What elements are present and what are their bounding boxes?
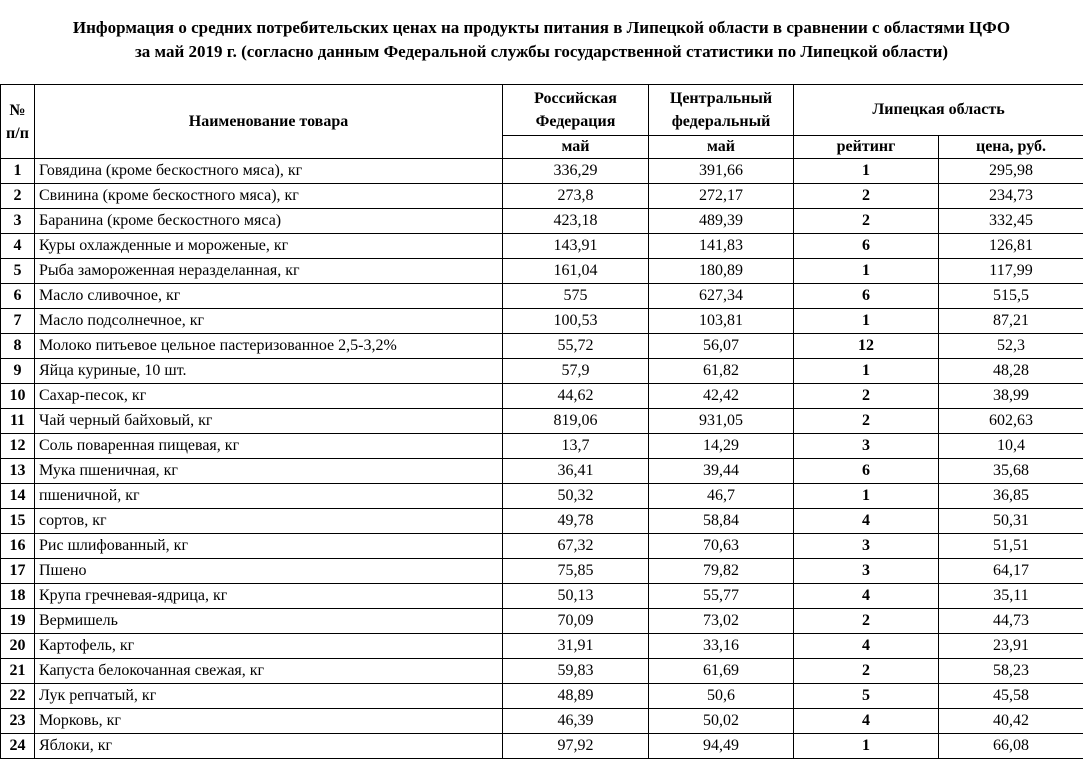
table-row xyxy=(1,659,1083,684)
product-name: Пшено xyxy=(35,559,503,584)
lipetsk-price: 38,99 xyxy=(939,384,1083,409)
cfd-price: 391,66 xyxy=(649,159,794,184)
product-name: Яблоки, кг xyxy=(35,734,503,759)
row-number: 19 xyxy=(1,609,35,634)
lipetsk-rating: 3 xyxy=(794,559,939,584)
cfd-price: 55,77 xyxy=(649,584,794,609)
rf-price: 57,9 xyxy=(503,359,649,384)
lipetsk-price: 126,81 xyxy=(939,234,1083,259)
cfd-price: 14,29 xyxy=(649,434,794,459)
lipetsk-price: 602,63 xyxy=(939,409,1083,434)
lipetsk-rating: 5 xyxy=(794,684,939,709)
table-row xyxy=(1,509,1083,534)
lipetsk-price: 117,99 xyxy=(939,259,1083,284)
lipetsk-price: 87,21 xyxy=(939,309,1083,334)
table-row xyxy=(1,359,1083,384)
product-name: Лук репчатый, кг xyxy=(35,684,503,709)
cfd-price: 56,07 xyxy=(649,334,794,359)
lipetsk-price: 36,85 xyxy=(939,484,1083,509)
product-name: Капуста белокочанная свежая, кг xyxy=(35,659,503,684)
lipetsk-price: 58,23 xyxy=(939,659,1083,684)
lipetsk-rating: 1 xyxy=(794,159,939,184)
rf-price: 50,32 xyxy=(503,484,649,509)
row-number: 16 xyxy=(1,534,35,559)
product-name: Масло подсолнечное, кг xyxy=(35,309,503,334)
lipetsk-price: 234,73 xyxy=(939,184,1083,209)
cfd-price: 39,44 xyxy=(649,459,794,484)
row-number: 2 xyxy=(1,184,35,209)
product-name: Яйца куриные, 10 шт. xyxy=(35,359,503,384)
lipetsk-price: 66,08 xyxy=(939,734,1083,759)
rf-price: 70,09 xyxy=(503,609,649,634)
lipetsk-price: 35,11 xyxy=(939,584,1083,609)
header-lipetsk: Липецкая область xyxy=(794,85,1083,136)
row-number: 17 xyxy=(1,559,35,584)
table-row xyxy=(1,584,1083,609)
rf-price: 31,91 xyxy=(503,634,649,659)
rf-price: 75,85 xyxy=(503,559,649,584)
lipetsk-rating: 4 xyxy=(794,509,939,534)
lipetsk-rating: 4 xyxy=(794,709,939,734)
product-name: Свинина (кроме бескостного мяса), кг xyxy=(35,184,503,209)
product-name: Картофель, кг xyxy=(35,634,503,659)
lipetsk-rating: 1 xyxy=(794,259,939,284)
table-row xyxy=(1,634,1083,659)
rf-price: 50,13 xyxy=(503,584,649,609)
row-number: 11 xyxy=(1,409,35,434)
table-row xyxy=(1,459,1083,484)
row-number: 14 xyxy=(1,484,35,509)
table-row xyxy=(1,234,1083,259)
lipetsk-price: 35,68 xyxy=(939,459,1083,484)
product-name: Молоко питьевое цельное пастеризованное 2,5-3,2% xyxy=(35,334,503,359)
lipetsk-rating: 6 xyxy=(794,234,939,259)
lipetsk-rating: 1 xyxy=(794,484,939,509)
product-name: сортов, кг xyxy=(35,509,503,534)
lipetsk-price: 23,91 xyxy=(939,634,1083,659)
header-rf-month: май xyxy=(503,136,649,159)
lipetsk-rating: 1 xyxy=(794,734,939,759)
table-body xyxy=(1,159,1083,759)
product-name: пшеничной, кг xyxy=(35,484,503,509)
lipetsk-price: 10,4 xyxy=(939,434,1083,459)
rf-price: 49,78 xyxy=(503,509,649,534)
header-rf-line2: Федерация xyxy=(535,113,616,130)
rf-price: 161,04 xyxy=(503,259,649,284)
table-row xyxy=(1,559,1083,584)
cfd-price: 61,69 xyxy=(649,659,794,684)
table-row xyxy=(1,384,1083,409)
cfd-price: 46,7 xyxy=(649,484,794,509)
lipetsk-rating: 4 xyxy=(794,634,939,659)
product-name: Вермишель xyxy=(35,609,503,634)
lipetsk-rating: 6 xyxy=(794,284,939,309)
table-row xyxy=(1,334,1083,359)
product-name: Рис шлифованный, кг xyxy=(35,534,503,559)
row-number: 5 xyxy=(1,259,35,284)
table-row xyxy=(1,209,1083,234)
product-name: Рыба замороженная неразделанная, кг xyxy=(35,259,503,284)
row-number: 12 xyxy=(1,434,35,459)
cfd-price: 272,17 xyxy=(649,184,794,209)
cfd-price: 33,16 xyxy=(649,634,794,659)
table-row xyxy=(1,284,1083,309)
cfd-price: 79,82 xyxy=(649,559,794,584)
row-number: 7 xyxy=(1,309,35,334)
rf-price: 575 xyxy=(503,284,649,309)
table-row xyxy=(1,484,1083,509)
product-name: Баранина (кроме бескостного мяса) xyxy=(35,209,503,234)
cfd-price: 70,63 xyxy=(649,534,794,559)
lipetsk-price: 52,3 xyxy=(939,334,1083,359)
row-number: 8 xyxy=(1,334,35,359)
rf-price: 46,39 xyxy=(503,709,649,734)
rf-price: 48,89 xyxy=(503,684,649,709)
header-cfd-line1: Центральный xyxy=(669,90,773,107)
rf-price: 336,29 xyxy=(503,159,649,184)
table-row xyxy=(1,609,1083,634)
lipetsk-rating: 6 xyxy=(794,459,939,484)
rf-price: 55,72 xyxy=(503,334,649,359)
rf-price: 67,32 xyxy=(503,534,649,559)
rf-price: 143,91 xyxy=(503,234,649,259)
cfd-price: 42,42 xyxy=(649,384,794,409)
product-name: Чай черный байховый, кг xyxy=(35,409,503,434)
header-num-line1: № xyxy=(9,101,26,119)
lipetsk-rating: 2 xyxy=(794,609,939,634)
lipetsk-price: 44,73 xyxy=(939,609,1083,634)
table-row xyxy=(1,684,1083,709)
row-number: 23 xyxy=(1,709,35,734)
rf-price: 100,53 xyxy=(503,309,649,334)
row-number: 3 xyxy=(1,209,35,234)
lipetsk-rating: 2 xyxy=(794,184,939,209)
row-number: 6 xyxy=(1,284,35,309)
product-name: Масло сливочное, кг xyxy=(35,284,503,309)
cfd-price: 141,83 xyxy=(649,234,794,259)
lipetsk-price: 45,58 xyxy=(939,684,1083,709)
header-cfd-line2: федеральный xyxy=(671,113,771,130)
rf-price: 13,7 xyxy=(503,434,649,459)
header-num-line2: п/п xyxy=(6,124,29,142)
table-row xyxy=(1,434,1083,459)
table-row xyxy=(1,534,1083,559)
rf-price: 423,18 xyxy=(503,209,649,234)
lipetsk-rating: 4 xyxy=(794,584,939,609)
table-row xyxy=(1,734,1083,759)
lipetsk-price: 64,17 xyxy=(939,559,1083,584)
cfd-price: 627,34 xyxy=(649,284,794,309)
product-name: Говядина (кроме бескостного мяса), кг xyxy=(35,159,503,184)
lipetsk-price: 40,42 xyxy=(939,709,1083,734)
lipetsk-price: 50,31 xyxy=(939,509,1083,534)
row-number: 4 xyxy=(1,234,35,259)
lipetsk-rating: 3 xyxy=(794,434,939,459)
table-row xyxy=(1,184,1083,209)
rf-price: 819,06 xyxy=(503,409,649,434)
rf-price: 44,62 xyxy=(503,384,649,409)
product-name: Крупа гречневая-ядрица, кг xyxy=(35,584,503,609)
table-row xyxy=(1,709,1083,734)
cfd-price: 50,02 xyxy=(649,709,794,734)
lipetsk-price: 51,51 xyxy=(939,534,1083,559)
cfd-price: 180,89 xyxy=(649,259,794,284)
row-number: 21 xyxy=(1,659,35,684)
rf-price: 59,83 xyxy=(503,659,649,684)
lipetsk-rating: 12 xyxy=(794,334,939,359)
lipetsk-rating: 2 xyxy=(794,209,939,234)
header-name: Наименование товара xyxy=(35,85,503,159)
row-number: 10 xyxy=(1,384,35,409)
row-number: 1 xyxy=(1,159,35,184)
cfd-price: 73,02 xyxy=(649,609,794,634)
row-number: 24 xyxy=(1,734,35,759)
cfd-price: 489,39 xyxy=(649,209,794,234)
row-number: 15 xyxy=(1,509,35,534)
document-title xyxy=(0,0,1083,84)
header-price: цена, руб. xyxy=(939,136,1083,159)
lipetsk-rating: 1 xyxy=(794,359,939,384)
row-number: 9 xyxy=(1,359,35,384)
lipetsk-price: 332,45 xyxy=(939,209,1083,234)
header-rf-line1: Российская xyxy=(534,90,617,107)
lipetsk-price: 48,28 xyxy=(939,359,1083,384)
product-name: Соль поваренная пищевая, кг xyxy=(35,434,503,459)
lipetsk-price: 295,98 xyxy=(939,159,1083,184)
cfd-price: 94,49 xyxy=(649,734,794,759)
title-line-1: Информация о средних потребительских ценах на продукты питания в Липецкой области в сравнении с областями ЦФО xyxy=(72,18,1011,37)
product-name: Куры охлажденные и мороженые, кг xyxy=(35,234,503,259)
cfd-price: 50,6 xyxy=(649,684,794,709)
row-number: 13 xyxy=(1,459,35,484)
header-num xyxy=(1,85,35,159)
rf-price: 97,92 xyxy=(503,734,649,759)
rf-price: 36,41 xyxy=(503,459,649,484)
header-rating: рейтинг xyxy=(794,136,939,159)
table-row xyxy=(1,159,1083,184)
row-number: 18 xyxy=(1,584,35,609)
title-line-2: за май 2019 г. (согласно данным Федеральной службы государственной статистики по Липецкой области) xyxy=(134,42,949,61)
lipetsk-rating: 2 xyxy=(794,659,939,684)
row-number: 22 xyxy=(1,684,35,709)
table-row xyxy=(1,309,1083,334)
rf-price: 273,8 xyxy=(503,184,649,209)
cfd-price: 931,05 xyxy=(649,409,794,434)
header-cfd xyxy=(649,85,794,136)
lipetsk-rating: 2 xyxy=(794,384,939,409)
cfd-price: 58,84 xyxy=(649,509,794,534)
header-rf xyxy=(503,85,649,136)
table-row xyxy=(1,259,1083,284)
product-name: Морковь, кг xyxy=(35,709,503,734)
lipetsk-rating: 1 xyxy=(794,309,939,334)
lipetsk-rating: 3 xyxy=(794,534,939,559)
row-number: 20 xyxy=(1,634,35,659)
lipetsk-rating: 2 xyxy=(794,409,939,434)
product-name: Мука пшеничная, кг xyxy=(35,459,503,484)
lipetsk-price: 515,5 xyxy=(939,284,1083,309)
price-table xyxy=(0,84,1083,759)
cfd-price: 103,81 xyxy=(649,309,794,334)
product-name: Сахар-песок, кг xyxy=(35,384,503,409)
table-row xyxy=(1,409,1083,434)
header-cfd-month: май xyxy=(649,136,794,159)
cfd-price: 61,82 xyxy=(649,359,794,384)
